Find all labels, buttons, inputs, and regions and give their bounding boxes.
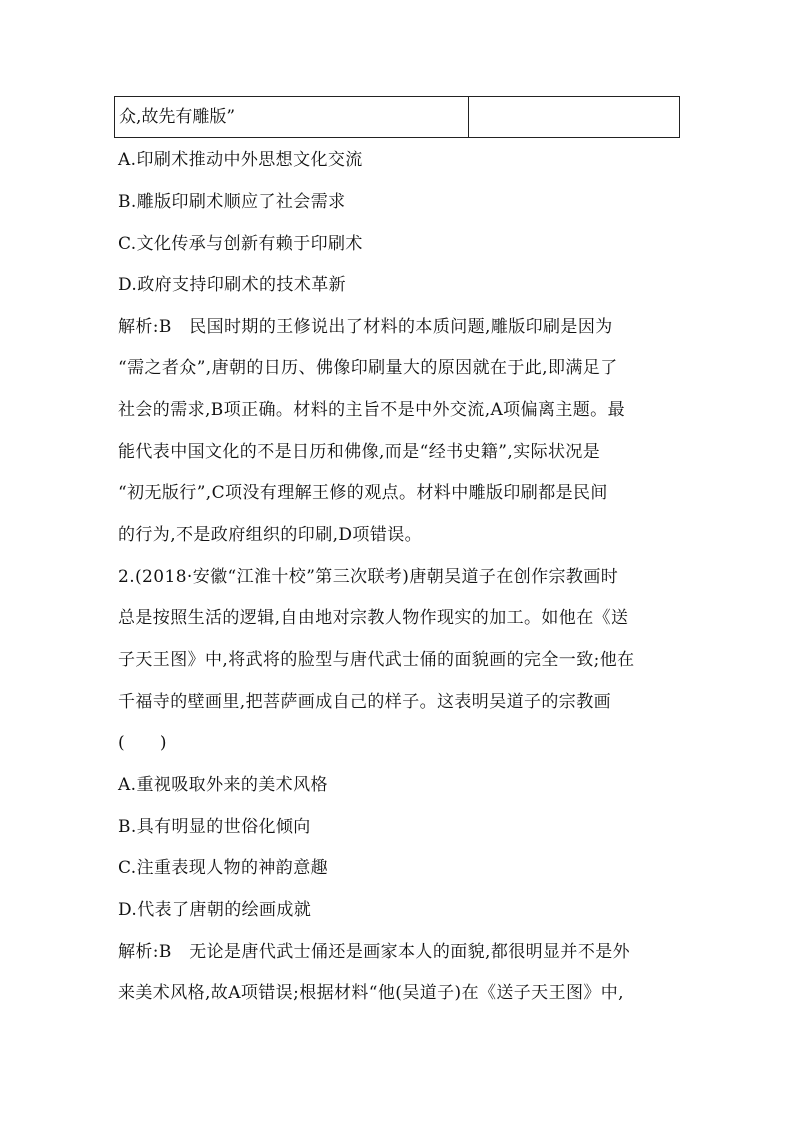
- q1-option-c: C.文化传承与创新有赖于印刷术: [118, 234, 363, 254]
- q1-analysis-line: 的行为,不是政府组织的印刷,D项错误。: [118, 525, 423, 545]
- q2-analysis-line: 来美术风格,故A项错误;根据材料“他(吴道子)在《送子天王图》中,: [118, 983, 624, 1003]
- q1-analysis-line: 解析:B 民国时期的王修说出了材料的本质问题,雕版印刷是因为: [118, 317, 613, 337]
- q1-analysis-line: 能代表中国文化的不是日历和佛像,而是“经书史籍”,实际状况是: [118, 442, 601, 462]
- q1-option-d: D.政府支持印刷术的技术革新: [118, 275, 347, 295]
- q2-stem-line: 总是按照生活的逻辑,自由地对宗教人物作现实的加工。如他在《送: [118, 608, 629, 628]
- q2-answer-blank: ( ): [118, 733, 167, 753]
- q2-analysis-line: 解析:B 无论是唐代武士俑还是画家本人的面貌,都很明显并不是外: [118, 942, 631, 962]
- table-fragment: [114, 96, 680, 138]
- q2-stem-line: 千福寺的壁画里,把菩萨画成自己的样子。这表明吴道子的宗教画: [118, 692, 612, 712]
- q2-stem-line: 子天王图》中,将武将的脸型与唐代武士俑的面貌画的完全一致;他在: [118, 650, 635, 670]
- q2-option-d: D.代表了唐朝的绘画成就: [118, 900, 312, 920]
- q1-option-b: B.雕版印刷术顺应了社会需求: [118, 192, 346, 212]
- q2-option-a: A.重视吸取外来的美术风格: [118, 775, 328, 795]
- table-cell-right: [469, 97, 679, 137]
- q1-analysis-line: 社会的需求,B项正确。材料的主旨不是中外交流,A项偏离主题。最: [118, 400, 625, 420]
- q2-stem-line: 2.(2018·安徽“江淮十校”第三次联考)唐朝吴道子在创作宗教画时: [118, 567, 619, 587]
- table-cell-left: 众,故先有雕版”: [115, 97, 469, 137]
- q1-option-a: A.印刷术推动中外思想文化交流: [118, 150, 363, 170]
- q1-analysis-line: “初无版行”,C项没有理解王修的观点。材料中雕版印刷都是民间: [118, 483, 608, 503]
- q2-option-b: B.具有明显的世俗化倾向: [118, 817, 311, 837]
- q2-option-c: C.注重表现人物的神韵意趣: [118, 858, 329, 878]
- q1-analysis-line: “需之者众”,唐朝的日历、佛像印刷量大的原因就在于此,即满足了: [118, 358, 618, 378]
